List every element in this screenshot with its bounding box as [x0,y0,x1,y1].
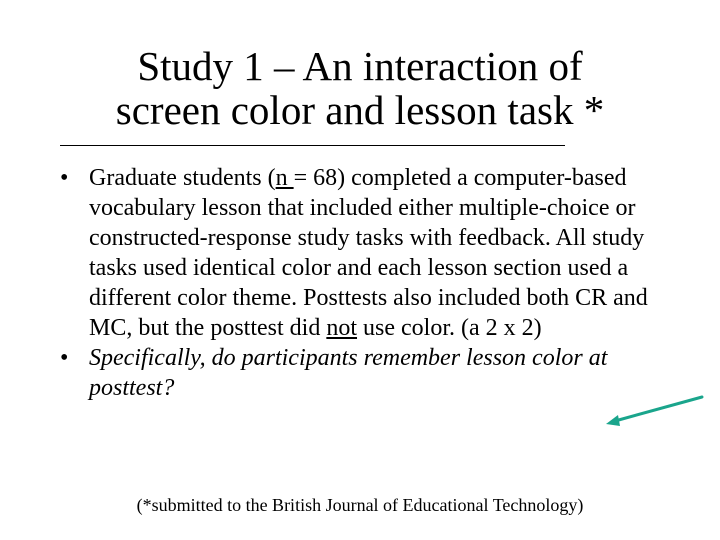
footnote: (*submitted to the British Journal of Educational Technology) [136,495,584,515]
bullet-dot-icon: • [60,345,69,371]
arrow-head-icon [606,415,620,426]
bullet-text-part-2: = 68) completed a computer-based vocabulary lesson that included either multiple-choice or constructed-response study tasks with feedback. All study tasks used identical color and each lesson section used a different color theme. Posttests also included both CR and MC, but the posttest did [89,165,648,341]
bullet-list [60,163,680,403]
title-divider [60,145,565,146]
bullet-dot-icon: • [60,165,69,191]
bullet-question-text: Specifically, do participants remember lesson color at posttest? [89,345,608,401]
bullet-text-part-1: Graduate students ( [89,165,276,191]
bullet-text-not: not [326,315,358,341]
title-line-1: Study 1 – An interaction of [137,43,583,89]
bullet-item-question [60,343,680,403]
bullet-item-study-description [60,163,680,343]
bullet-text-n: n [275,165,294,191]
slide-title [60,44,660,132]
title-line-2: screen color and lesson task * [115,87,605,133]
bullet-text-part-3: use color. (a 2 x 2) [357,315,542,341]
